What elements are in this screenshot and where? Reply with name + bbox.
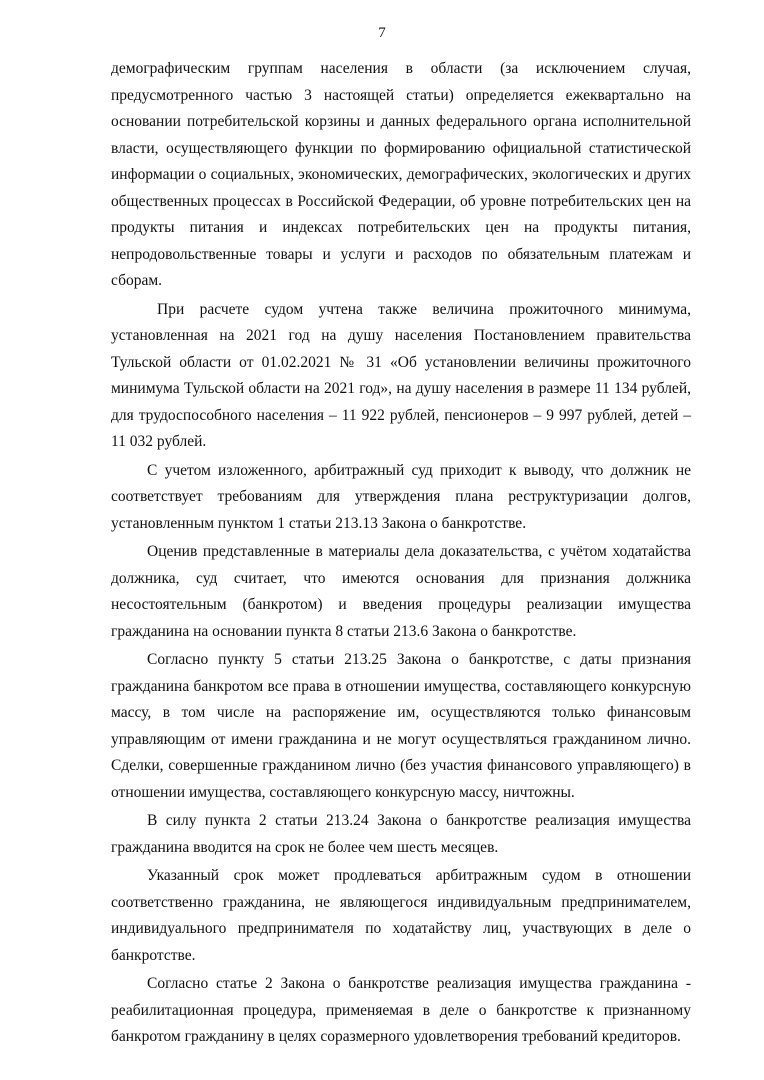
paragraph-2: При расчете судом учтена также величина прожиточного минимума, установленная на 2021 год на душу населения Постановлением правительства Тульской области от 01.02.2021 № 31 «Об установлении величины прожиточного минимума Тульской области на 2021 год», на душу населения в размере 11 134 рублей, для трудоспособного населения – 11 922 рублей, пенсионеров – 9 997 рублей, детей – 11 032 рублей. xyxy=(111,300,691,450)
paragraph-8: Согласно статье 2 Закона о банкротстве реализация имущества гражданина - реабилитационная процедура, применяемая в деле о банкротстве к признанному банкротом гражданину в целях соразмерного удовлетворения требований кредиторов. xyxy=(111,975,691,1045)
paragraph-3: С учетом изложенного, арбитражный суд приходит к выводу, что должник не соответствует требованиям для утверждения плана реструктуризации долгов, установленным пунктом 1 статьи 213.13 Закона о банкротстве. xyxy=(111,461,691,532)
paragraph-7: Указанный срок может продлеваться арбитражным судом в отношении соответственно гражданина, не являющегося индивидуальным предпринимателем, индивидуального предпринимателя по ходатайству лиц, участвующих в деле о банкротстве. xyxy=(111,867,691,964)
paragraph-5: Согласно пункту 5 статьи 213.25 Закона о банкротстве, с даты признания гражданина банкротом все права в отношении имущества, составляющего конкурсную массу, в том числе на распоряжение им, осуществляются только финансовым управляющим от имени гражданина и не могут осуществляться гражданином лично. Сделки, совершенные гражданином лично (без участия финансового управляющего) в отношении имущества, составляющего конкурсную массу, ничтожны. xyxy=(111,651,691,801)
page-number: 7 xyxy=(378,25,386,41)
paragraph-4: Оценив представленные в материалы дела доказательства, с учётом ходатайства должника, суд считает, что имеются основания для признания должника несостоятельным (банкротом) и введения процедуры реализации имущества гражданина на основании пункта 8 статьи 213.6 Закона о банкротстве. xyxy=(111,543,691,640)
paragraph-1: демографическим группам населения в области (за исключением случая, предусмотренного частью 3 настоящей статьи) определяется ежеквартально на основании потребительской корзины и данных федерального органа исполнительной власти, осуществляющего функции по формированию официальной статистической информации о социальных, экономических, демографических, экологических и других общественных процессах в Российской Федерации, об уровне потребительских цен на продукты питания и индексах потребительских цен на продукты питания, непродовольственные товары и услуги и расходов по обязательным платежам и сборам. xyxy=(111,60,691,289)
paragraph-6: В силу пункта 2 статьи 213.24 Закона о банкротстве реализация имущества гражданина вводится на срок не более чем шесть месяцев. xyxy=(111,812,691,856)
document-body xyxy=(111,56,691,1051)
